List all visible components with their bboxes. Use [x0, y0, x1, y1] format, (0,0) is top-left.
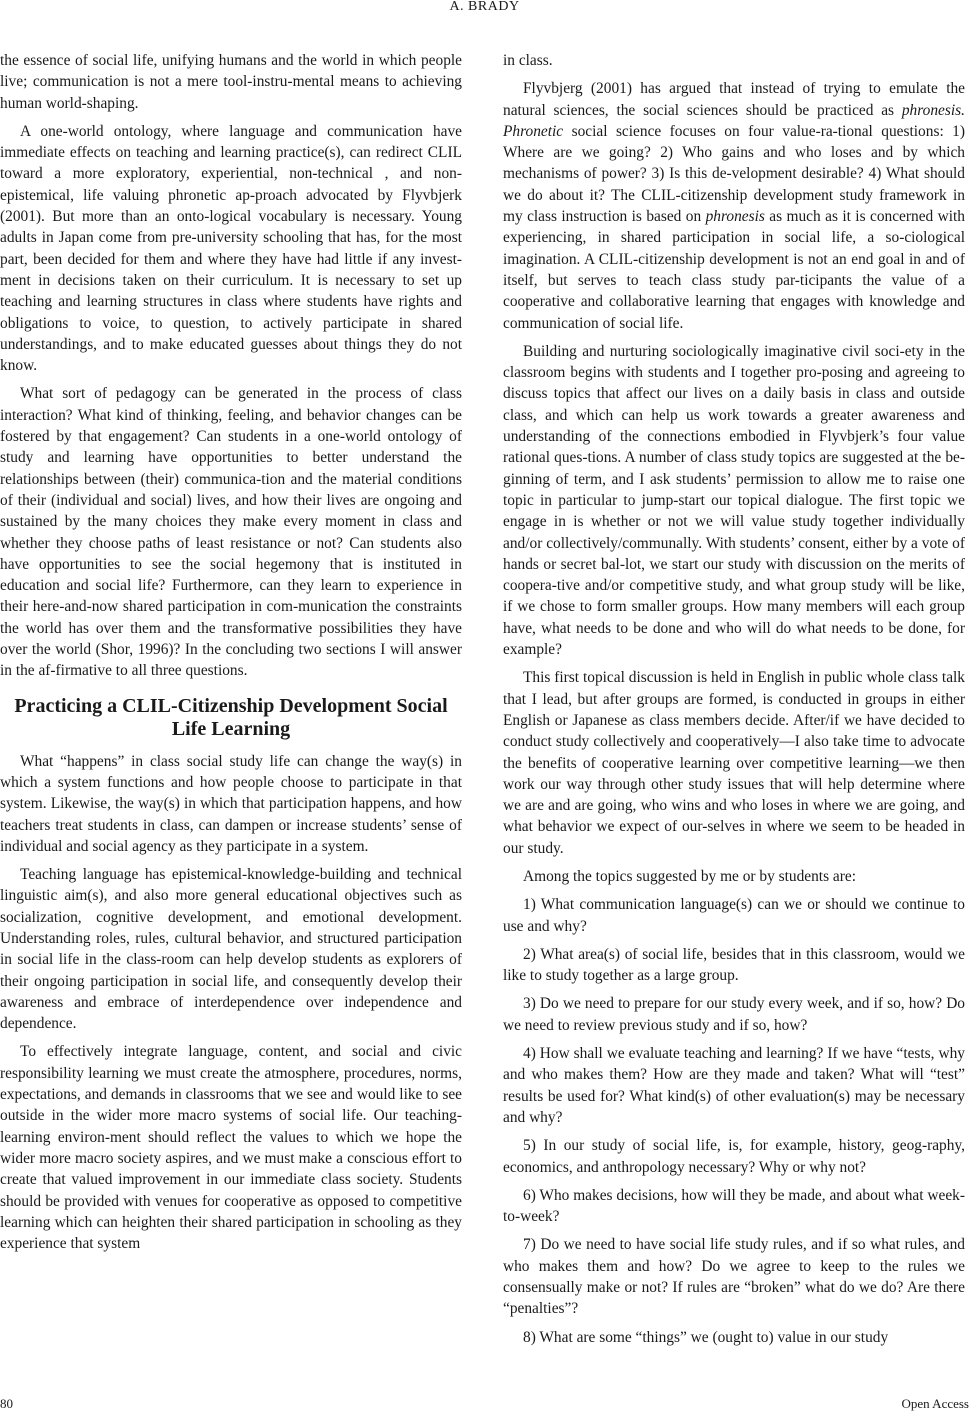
- list-item: 2) What area(s) of social life, besides that in this classroom, would we like to study together as a large group.: [503, 945, 965, 985]
- paragraph: What “happens” in class social study life can change the way(s) in which a system functions and how people choose to participate in that system. Likewise, the way(s) in which that participation happens, and how teachers treat students in class, can dampen or increase students’ sense of individual and social agency as they participate in a system.: [0, 752, 462, 855]
- paragraph: This first topical discussion is held in English in public whole class talk that I lead, but after groups are formed, is conducted in groups in either English or Japanese as class members decide. After/if we have decided to conduct study collectively and cooperatively—I also take time to advocate the benefits of cooperative learning over competitive learning—we then work our way through other study issues that will help determine where we are and are going, who wins and who loses in where we are going, and what behavior we expect of our-selves in where we seem to be headed in our study.: [503, 669, 965, 857]
- list-item: 1) What communication language(s) can we or should we continue to use and why?: [503, 896, 965, 935]
- right-column: [503, 50, 965, 1355]
- running-head: A. BRADY: [449, 0, 520, 14]
- list-item: 6) Who makes decisions, how will they be made, and about what week-to-week?: [503, 1186, 965, 1226]
- list-item: 8) What are some “things” we (ought to) value in our study: [523, 1328, 889, 1346]
- section-heading: Practicing a CLIL-Citizenship Development Social Life Learning: [14, 694, 448, 740]
- paragraph: Teaching language has epistemical-knowledge-building and technical linguistic aim(s), and also more general educational objectives such as socialization, cognitive development, and emotional development. Understanding roles, rules, cultural behavior, and structured participation in social life in the class-room can help develop students as explorers of their ongoing participation in social life, and consequently develop their awareness and embrace of interdependence over independence and dependence.: [0, 866, 462, 1033]
- text-run: Flyvbjerg (2001) has argued that instead of trying to emulate the natural sciences, the social sciences should be practiced as: [503, 80, 965, 119]
- paragraph: the essence of social life, unifying humans and the world in which people live; communication is not a mere tool-instru-mental means to achieving human world-shaping.: [0, 52, 462, 112]
- paragraph: in class.: [503, 52, 553, 69]
- left-column: [0, 50, 462, 1261]
- italic-term: phronesis. Phronetic: [503, 101, 965, 140]
- page-number: 80: [0, 1396, 13, 1411]
- list-item: 5) In our study of social life, is, for example, history, geog-raphy, economics, and anthropology necessary? Why or why not?: [503, 1137, 965, 1176]
- text-run: as much as it is concerned with experiencing, in shared participation in social life, a so-ciological imagination. A CLIL-citizenship development is not an end goal in and of itself, but serves to teach class study par-ticipants the value of a cooperative and collaborative learning that engages with knowledge and communication of social life.: [503, 208, 965, 332]
- paragraph: What sort of pedagogy can be generated in the process of class interaction? What kind of thinking, feeling, and behavior changes can be fostered by that engagement? Can students in a one-world ontology of study and learning have opportunities to better understand the relationships between (their) communica-tion and the material conditions of their (individual and social) lives, and how their lives are ongoing and sustained by the many choices they make every moment in class and whether they choose paths of least resistance or not? Can students also have opportunities to see the social hegemony that is instituted in education and social life? Furthermore, can they learn to experience in their here-and-now shared participation in com-munication the constraints the world has over them and the transformative possibilities they have over the world (Shor, 1996)? In the concluding two sections I will answer in the af-firmative to all three questions.: [0, 385, 462, 680]
- footer-label: Open Access: [901, 1396, 969, 1411]
- list-item: 3) Do we need to prepare for our study every week, and if so, how? Do we need to review previous study and if so, how?: [503, 995, 965, 1034]
- italic-term: phronesis: [705, 208, 765, 226]
- list-item: 7) Do we need to have social life study rules, and if so what rules, and who makes them and how? Do we agree to keep to the rules we consensually make or not? If rules are “broken” what do we do? Are there “penalties”?: [503, 1236, 965, 1318]
- list-item: 4) How shall we evaluate teaching and learning? If we have “tests, why and who makes them? How are they made and taken? What will “test” results be used for? What kind(s) of other evaluation(s) may be necessary and why?: [503, 1045, 965, 1126]
- paragraph: Building and nurturing sociologically imaginative civil soci-ety in the classroom begins with students and I together pro-posing and agreeing to discuss topics that affect our lives on a daily basis in class and outside class, and which can help us work towards a greater awareness and understanding of the connections embodied in Flyvbjerk’s four value rational ques-tions. A number of class study topics are suggested at the be-ginning of term, and I ask students’ permission to allow me to raise one topic in particular to jump-start our topical dialogue. The first topic we engage in is whether or not we will value study together individually and/or collectively/communally. With students’ consent, either by a vote of hands or secret bal-lot, we start our study with discussion on the merits of coopera-tive and/or competitive study, and what group study will be like, if we chose to form smaller groups. How many members will each group have, what needs to be done and who will do what needs to be done, for example?: [503, 342, 965, 659]
- paragraph: To effectively integrate language, content, and social and civic responsibility learning we must create the atmosphere, procedures, norms, expectations, and demands in classrooms that we see and would like to see outside in the wider more macro systems of social life. Our teaching-learning environ-ment should reflect the values to which we hope the wider more macro society aspires, and we must make a conscious effort to create that valued improvement in our immediate class society. Students should be provided with venues for cooperative as opposed to competitive learning which can heighten their shared participation in schooling as they experience that system: [0, 1043, 462, 1253]
- paragraph: Among the topics suggested by me or by students are:: [523, 867, 856, 885]
- text-run: social science focuses on four value-ra-tional questions: 1) Where are we going? 2) Who gains and who loses and by which mechanisms of power? 3) Is this de-velopment desirable? 4) What should we do about it? The CLIL-citizenship development study framework in my class instruction is based on: [503, 122, 965, 226]
- paragraph: [503, 78, 965, 334]
- paragraph: A one-world ontology, where language and communication have immediate effects on teaching and learning practice(s), can redirect CLIL toward a more exploratory, experiential, non-technical , and non-epistemical, life valuing phronetic ap-proach advocated by Flyvbjerk (2001). But more than an onto-logical vocabulary is necessary. Young adults in Japan come from pre-university schooling that has, for the most part, been decided for them and where they have had little if any invest-ment in decisions taken on their curriculum. It is necessary to set up teaching and learning structures in class where students have rights and obligations to voice, to question, to actively participate in shared understandings, and to make educated guesses about things they do not know.: [0, 122, 462, 375]
